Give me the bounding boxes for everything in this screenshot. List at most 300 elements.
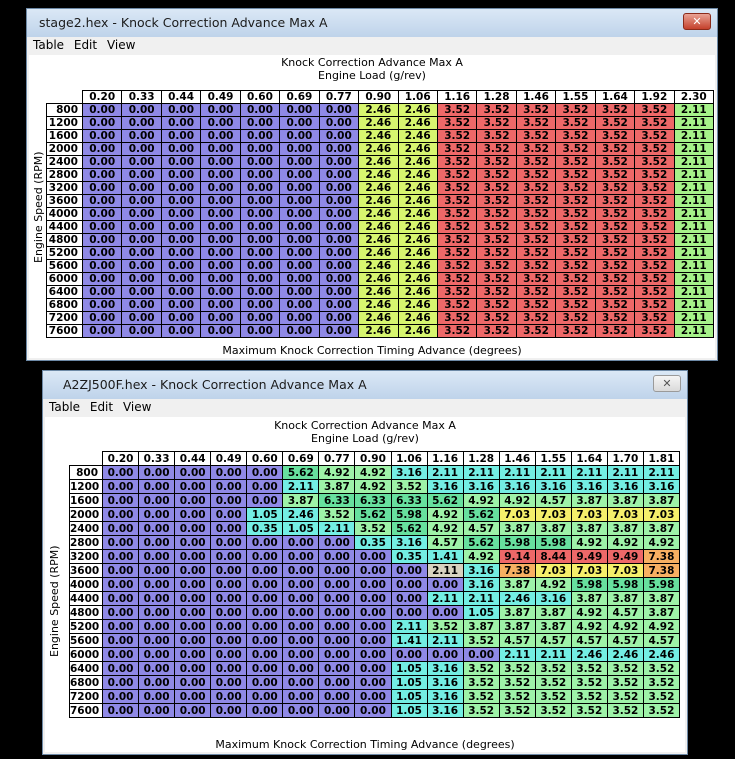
table-cell[interactable]: 0.00 (240, 156, 279, 169)
table-cell[interactable]: 3.87 (643, 494, 679, 508)
table-cell[interactable]: 0.00 (283, 690, 319, 704)
table-cell[interactable]: 2.11 (674, 299, 713, 312)
table-cell[interactable]: 1.05 (391, 676, 427, 690)
table-cell[interactable]: 3.87 (535, 606, 571, 620)
table-cell[interactable]: 2.46 (398, 221, 437, 234)
table-cell[interactable]: 0.00 (175, 550, 211, 564)
table-cell[interactable]: 3.52 (635, 260, 674, 273)
table-cell[interactable]: 3.16 (391, 536, 427, 550)
menu-table[interactable]: Table (33, 38, 65, 52)
table-cell[interactable]: 3.52 (607, 676, 643, 690)
table-cell[interactable]: 7.03 (571, 508, 607, 522)
table-cell[interactable]: 2.46 (359, 195, 398, 208)
table-cell[interactable]: 3.52 (635, 312, 674, 325)
table-cell[interactable]: 0.00 (122, 195, 161, 208)
row-header[interactable]: 5600 (47, 260, 83, 273)
table-cell[interactable]: 0.00 (283, 550, 319, 564)
table-cell[interactable]: 0.00 (280, 117, 319, 130)
table-cell[interactable]: 2.46 (398, 273, 437, 286)
table-cell[interactable]: 0.00 (161, 208, 200, 221)
table-cell[interactable]: 0.00 (211, 564, 247, 578)
table-cell[interactable]: 2.46 (398, 286, 437, 299)
table-cell[interactable]: 0.00 (247, 536, 283, 550)
table-cell[interactable]: 0.00 (161, 221, 200, 234)
table-cell[interactable]: 0.00 (103, 564, 139, 578)
table-cell[interactable]: 0.00 (211, 508, 247, 522)
table-cell[interactable]: 6.33 (319, 494, 355, 508)
row-header[interactable]: 2000 (47, 143, 83, 156)
table-cell[interactable]: 7.03 (607, 508, 643, 522)
table-cell[interactable]: 0.00 (240, 117, 279, 130)
table-cell[interactable]: 0.00 (247, 606, 283, 620)
table-cell[interactable]: 0.00 (175, 536, 211, 550)
table-cell[interactable]: 9.49 (571, 550, 607, 564)
column-header[interactable]: 0.44 (175, 452, 211, 466)
column-header[interactable]: 0.49 (201, 91, 240, 104)
table-cell[interactable]: 0.00 (240, 182, 279, 195)
table-cell[interactable]: 0.00 (175, 522, 211, 536)
table-cell[interactable]: 3.52 (635, 234, 674, 247)
table-cell[interactable]: 2.11 (391, 620, 427, 634)
column-header[interactable]: 1.55 (535, 452, 571, 466)
table-cell[interactable]: 3.52 (477, 195, 516, 208)
table-cell[interactable]: 2.46 (359, 156, 398, 169)
table-cell[interactable]: 0.00 (463, 648, 499, 662)
table-cell[interactable]: 0.00 (427, 648, 463, 662)
table-cell[interactable]: 0.00 (201, 195, 240, 208)
table-cell[interactable]: 0.00 (122, 312, 161, 325)
table-cell[interactable]: 0.00 (103, 508, 139, 522)
table-cell[interactable]: 3.52 (556, 169, 595, 182)
table-cell[interactable]: 0.00 (122, 260, 161, 273)
table-cell[interactable]: 0.00 (391, 648, 427, 662)
table-cell[interactable]: 0.00 (247, 466, 283, 480)
column-header[interactable]: 1.06 (391, 452, 427, 466)
table-cell[interactable]: 0.00 (175, 480, 211, 494)
row-header[interactable]: 3200 (70, 550, 103, 564)
table-cell[interactable]: 0.00 (391, 592, 427, 606)
table-cell[interactable]: 3.52 (477, 260, 516, 273)
table-cell[interactable]: 2.46 (359, 247, 398, 260)
table-cell[interactable]: 3.52 (556, 104, 595, 117)
table-cell[interactable]: 0.00 (201, 169, 240, 182)
table-cell[interactable]: 0.00 (161, 260, 200, 273)
table-cell[interactable]: 0.00 (240, 247, 279, 260)
table-cell[interactable]: 0.00 (103, 676, 139, 690)
table-cell[interactable]: 0.00 (283, 620, 319, 634)
table-cell[interactable]: 3.52 (635, 195, 674, 208)
table-cell[interactable]: 0.00 (283, 648, 319, 662)
table-cell[interactable]: 0.00 (211, 522, 247, 536)
table-cell[interactable]: 4.57 (607, 606, 643, 620)
table-cell[interactable]: 6.33 (355, 494, 391, 508)
table-cell[interactable]: 3.52 (516, 260, 555, 273)
table-cell[interactable]: 2.11 (674, 234, 713, 247)
table-cell[interactable]: 3.52 (499, 662, 535, 676)
table-cell[interactable]: 2.11 (499, 466, 535, 480)
table-cell[interactable]: 3.52 (427, 620, 463, 634)
table-cell[interactable]: 9.49 (607, 550, 643, 564)
table-cell[interactable]: 3.52 (477, 182, 516, 195)
table-cell[interactable]: 0.00 (280, 169, 319, 182)
table-cell[interactable]: 0.00 (247, 620, 283, 634)
table-cell[interactable]: 3.52 (635, 273, 674, 286)
table-cell[interactable]: 3.87 (535, 522, 571, 536)
column-header[interactable]: 1.16 (437, 91, 476, 104)
table-cell[interactable]: 5.62 (391, 522, 427, 536)
table-cell[interactable]: 0.00 (211, 704, 247, 718)
table-cell[interactable]: 3.52 (571, 676, 607, 690)
table-cell[interactable]: 2.46 (398, 130, 437, 143)
table-cell[interactable]: 0.00 (103, 550, 139, 564)
table-cell[interactable]: 3.87 (571, 494, 607, 508)
table-cell[interactable]: 9.14 (499, 550, 535, 564)
table-cell[interactable]: 7.03 (643, 508, 679, 522)
table-cell[interactable]: 2.11 (535, 466, 571, 480)
table-cell[interactable]: 3.52 (595, 260, 634, 273)
table-cell[interactable]: 3.52 (595, 247, 634, 260)
table-cell[interactable]: 2.46 (398, 312, 437, 325)
table-cell[interactable]: 0.00 (211, 578, 247, 592)
table-cell[interactable]: 2.11 (674, 208, 713, 221)
table-cell[interactable]: 3.52 (556, 130, 595, 143)
table-cell[interactable]: 1.05 (391, 704, 427, 718)
table-cell[interactable]: 3.52 (516, 195, 555, 208)
table-cell[interactable]: 3.52 (437, 143, 476, 156)
table-cell[interactable]: 3.52 (635, 143, 674, 156)
table-cell[interactable]: 0.00 (211, 536, 247, 550)
column-header[interactable]: 0.69 (283, 452, 319, 466)
table-cell[interactable]: 2.11 (674, 169, 713, 182)
table-cell[interactable]: 3.52 (499, 690, 535, 704)
table-cell[interactable]: 1.41 (427, 550, 463, 564)
table-cell[interactable]: 3.16 (463, 578, 499, 592)
table-cell[interactable]: 2.46 (398, 169, 437, 182)
table-cell[interactable]: 0.00 (319, 704, 355, 718)
table-cell[interactable]: 0.00 (161, 130, 200, 143)
table-cell[interactable]: 2.11 (643, 466, 679, 480)
table-cell[interactable]: 0.00 (122, 104, 161, 117)
column-header[interactable]: 1.64 (595, 91, 634, 104)
table-cell[interactable]: 2.11 (499, 648, 535, 662)
table-cell[interactable]: 4.92 (463, 550, 499, 564)
table-cell[interactable]: 4.92 (427, 522, 463, 536)
table-cell[interactable]: 7.03 (607, 564, 643, 578)
row-header[interactable]: 7600 (70, 704, 103, 718)
table-cell[interactable]: 3.52 (595, 286, 634, 299)
table-cell[interactable]: 2.46 (283, 508, 319, 522)
table-cell[interactable]: 4.92 (535, 578, 571, 592)
table-cell[interactable]: 8.44 (535, 550, 571, 564)
row-header[interactable]: 4800 (70, 606, 103, 620)
table-cell[interactable]: 0.00 (355, 606, 391, 620)
table-cell[interactable]: 3.52 (635, 156, 674, 169)
table-cell[interactable]: 0.00 (103, 634, 139, 648)
row-header[interactable]: 7600 (47, 325, 83, 338)
row-header[interactable]: 7200 (47, 312, 83, 325)
table-cell[interactable]: 0.00 (355, 690, 391, 704)
table-cell[interactable]: 3.52 (477, 247, 516, 260)
table-cell[interactable]: 3.87 (463, 620, 499, 634)
table-cell[interactable]: 2.46 (359, 221, 398, 234)
table-cell[interactable]: 0.00 (161, 247, 200, 260)
table-cell[interactable]: 5.98 (607, 578, 643, 592)
table-cell[interactable]: 0.00 (161, 234, 200, 247)
table-cell[interactable]: 0.00 (240, 169, 279, 182)
table-cell[interactable]: 0.00 (247, 690, 283, 704)
table-cell[interactable]: 0.00 (211, 466, 247, 480)
table-cell[interactable]: 3.52 (437, 208, 476, 221)
table-cell[interactable]: 3.52 (437, 182, 476, 195)
table-cell[interactable]: 3.52 (516, 182, 555, 195)
row-header[interactable]: 5200 (47, 247, 83, 260)
table-cell[interactable]: 0.00 (247, 662, 283, 676)
table-cell[interactable]: 0.00 (319, 312, 358, 325)
table-cell[interactable]: 0.00 (201, 273, 240, 286)
column-header[interactable]: 0.90 (355, 452, 391, 466)
table-cell[interactable]: 0.00 (355, 592, 391, 606)
table-cell[interactable]: 0.00 (283, 536, 319, 550)
table-cell[interactable]: 4.57 (535, 634, 571, 648)
column-header[interactable]: 0.60 (240, 91, 279, 104)
table-cell[interactable]: 0.00 (83, 273, 122, 286)
table-cell[interactable]: 0.00 (139, 634, 175, 648)
table-cell[interactable]: 0.00 (161, 156, 200, 169)
table-cell[interactable]: 2.46 (359, 312, 398, 325)
table-cell[interactable]: 3.87 (499, 606, 535, 620)
table-cell[interactable]: 3.52 (516, 208, 555, 221)
table-cell[interactable]: 0.00 (83, 130, 122, 143)
table-cell[interactable]: 3.52 (571, 662, 607, 676)
table-cell[interactable]: 0.00 (201, 143, 240, 156)
table-cell[interactable]: 0.00 (319, 247, 358, 260)
table-cell[interactable]: 3.52 (477, 286, 516, 299)
table-cell[interactable]: 3.52 (556, 117, 595, 130)
table-cell[interactable]: 3.52 (477, 221, 516, 234)
row-header[interactable]: 5600 (70, 634, 103, 648)
table-cell[interactable]: 5.62 (355, 508, 391, 522)
table-cell[interactable]: 0.00 (319, 286, 358, 299)
table-cell[interactable]: 3.52 (437, 221, 476, 234)
table-cell[interactable]: 0.00 (139, 606, 175, 620)
table-cell[interactable]: 0.00 (319, 130, 358, 143)
table-cell[interactable]: 0.00 (319, 143, 358, 156)
table-cell[interactable]: 0.00 (240, 130, 279, 143)
table-cell[interactable]: 0.00 (83, 169, 122, 182)
table-cell[interactable]: 3.52 (516, 117, 555, 130)
table-cell[interactable]: 0.00 (139, 620, 175, 634)
table-cell[interactable]: 2.46 (359, 104, 398, 117)
table-cell[interactable]: 3.52 (516, 169, 555, 182)
table-cell[interactable]: 3.52 (635, 247, 674, 260)
table-cell[interactable]: 0.00 (319, 208, 358, 221)
menu-view[interactable]: View (122, 400, 152, 414)
table-cell[interactable]: 0.00 (122, 247, 161, 260)
table-cell[interactable]: 0.00 (83, 325, 122, 338)
table-cell[interactable]: 2.11 (674, 260, 713, 273)
table-cell[interactable]: 3.52 (437, 273, 476, 286)
table-cell[interactable]: 3.52 (635, 169, 674, 182)
table-cell[interactable]: 0.00 (319, 299, 358, 312)
table-cell[interactable]: 2.46 (359, 299, 398, 312)
table-cell[interactable]: 3.52 (571, 690, 607, 704)
row-header[interactable]: 2000 (70, 508, 103, 522)
table-cell[interactable]: 0.00 (319, 578, 355, 592)
table-cell[interactable]: 3.52 (463, 662, 499, 676)
table-cell[interactable]: 0.00 (280, 325, 319, 338)
table-cell[interactable]: 0.00 (103, 606, 139, 620)
table-cell[interactable]: 3.52 (477, 169, 516, 182)
table-cell[interactable]: 0.00 (175, 592, 211, 606)
table-cell[interactable]: 0.00 (175, 508, 211, 522)
table-cell[interactable]: 3.52 (556, 234, 595, 247)
column-header[interactable]: 2.30 (674, 91, 713, 104)
table-cell[interactable]: 0.00 (83, 182, 122, 195)
table-cell[interactable]: 0.00 (319, 620, 355, 634)
table-cell[interactable]: 4.92 (571, 606, 607, 620)
table-cell[interactable]: 1.05 (463, 606, 499, 620)
table-cell[interactable]: 3.52 (535, 704, 571, 718)
table-cell[interactable]: 3.52 (516, 130, 555, 143)
table-cell[interactable]: 0.00 (122, 221, 161, 234)
table-cell[interactable]: 5.62 (427, 494, 463, 508)
table-cell[interactable]: 0.00 (280, 221, 319, 234)
row-header[interactable]: 2800 (70, 536, 103, 550)
table-cell[interactable]: 0.00 (139, 592, 175, 606)
table-cell[interactable]: 0.00 (103, 648, 139, 662)
table-cell[interactable]: 2.11 (674, 117, 713, 130)
table-cell[interactable]: 4.57 (427, 536, 463, 550)
table-cell[interactable]: 0.00 (247, 676, 283, 690)
table-cell[interactable]: 3.52 (556, 325, 595, 338)
table-cell[interactable]: 0.00 (211, 592, 247, 606)
table-cell[interactable]: 2.11 (674, 130, 713, 143)
table-cell[interactable]: 7.03 (535, 564, 571, 578)
table-cell[interactable]: 3.16 (427, 676, 463, 690)
table-cell[interactable]: 3.52 (635, 130, 674, 143)
table-cell[interactable]: 0.35 (355, 536, 391, 550)
table-cell[interactable]: 0.00 (319, 117, 358, 130)
table-cell[interactable]: 0.00 (280, 234, 319, 247)
table-cell[interactable]: 0.00 (201, 299, 240, 312)
table-cell[interactable]: 0.00 (319, 564, 355, 578)
table-cell[interactable]: 3.52 (437, 325, 476, 338)
row-header[interactable]: 6400 (70, 662, 103, 676)
table-cell[interactable]: 0.00 (103, 536, 139, 550)
table-cell[interactable]: 0.00 (247, 648, 283, 662)
column-header[interactable]: 0.69 (280, 91, 319, 104)
table-cell[interactable]: 1.05 (247, 508, 283, 522)
table-cell[interactable]: 4.57 (535, 494, 571, 508)
table-cell[interactable]: 0.00 (122, 273, 161, 286)
table-cell[interactable]: 0.00 (319, 273, 358, 286)
table-cell[interactable]: 3.16 (391, 466, 427, 480)
table-cell[interactable]: 2.46 (571, 648, 607, 662)
row-header[interactable]: 3600 (47, 195, 83, 208)
table-cell[interactable]: 0.00 (355, 634, 391, 648)
table-cell[interactable]: 0.00 (83, 260, 122, 273)
table-cell[interactable]: 0.00 (139, 508, 175, 522)
row-header[interactable]: 6000 (47, 273, 83, 286)
table-cell[interactable]: 0.00 (280, 182, 319, 195)
table-cell[interactable]: 0.00 (280, 273, 319, 286)
table-cell[interactable]: 0.00 (427, 606, 463, 620)
table-cell[interactable]: 3.52 (437, 117, 476, 130)
table-cell[interactable]: 3.52 (635, 182, 674, 195)
table-cell[interactable]: 3.52 (477, 143, 516, 156)
table-cell[interactable]: 3.52 (437, 312, 476, 325)
table-cell[interactable]: 0.00 (161, 182, 200, 195)
table-cell[interactable]: 0.00 (355, 578, 391, 592)
table-cell[interactable]: 2.11 (674, 156, 713, 169)
table-cell[interactable]: 3.16 (427, 480, 463, 494)
table-cell[interactable]: 3.52 (463, 690, 499, 704)
table-cell[interactable]: 5.62 (463, 536, 499, 550)
table-cell[interactable]: 0.00 (283, 592, 319, 606)
table-cell[interactable]: 3.52 (595, 234, 634, 247)
table-cell[interactable]: 0.00 (319, 104, 358, 117)
table-cell[interactable]: 0.00 (319, 662, 355, 676)
table-cell[interactable]: 2.11 (427, 564, 463, 578)
table-cell[interactable]: 3.52 (556, 299, 595, 312)
table-cell[interactable]: 0.00 (175, 466, 211, 480)
table-cell[interactable]: 3.87 (499, 620, 535, 634)
table-cell[interactable]: 0.00 (122, 208, 161, 221)
table-cell[interactable]: 5.98 (391, 508, 427, 522)
table-cell[interactable]: 7.38 (643, 564, 679, 578)
table-cell[interactable]: 2.11 (674, 195, 713, 208)
table-cell[interactable]: 3.16 (571, 480, 607, 494)
table-cell[interactable]: 0.00 (201, 312, 240, 325)
table-cell[interactable]: 3.52 (477, 312, 516, 325)
table-cell[interactable]: 0.00 (122, 143, 161, 156)
table-cell[interactable]: 3.52 (635, 117, 674, 130)
table-cell[interactable]: 0.00 (319, 260, 358, 273)
table-cell[interactable]: 3.52 (595, 130, 634, 143)
table-cell[interactable]: 0.00 (175, 648, 211, 662)
table-cell[interactable]: 0.00 (319, 221, 358, 234)
column-header[interactable]: 1.55 (556, 91, 595, 104)
table-cell[interactable]: 0.00 (103, 662, 139, 676)
row-header[interactable]: 4400 (70, 592, 103, 606)
row-header[interactable]: 2400 (70, 522, 103, 536)
table-cell[interactable]: 3.16 (427, 690, 463, 704)
table-cell[interactable]: 0.00 (122, 182, 161, 195)
table-cell[interactable]: 3.52 (535, 662, 571, 676)
table-cell[interactable]: 5.98 (571, 578, 607, 592)
table-cell[interactable]: 0.00 (355, 648, 391, 662)
table-cell[interactable]: 0.00 (427, 578, 463, 592)
table-cell[interactable]: 2.46 (359, 208, 398, 221)
table-cell[interactable]: 3.16 (535, 592, 571, 606)
table-cell[interactable]: 0.00 (319, 592, 355, 606)
table-cell[interactable]: 3.52 (437, 195, 476, 208)
table-cell[interactable]: 0.00 (139, 676, 175, 690)
table-cell[interactable]: 0.00 (319, 606, 355, 620)
table-cell[interactable]: 0.00 (247, 634, 283, 648)
table-cell[interactable]: 2.11 (674, 286, 713, 299)
table-cell[interactable]: 5.62 (463, 508, 499, 522)
table-cell[interactable]: 0.00 (83, 312, 122, 325)
table-cell[interactable]: 3.52 (556, 273, 595, 286)
close-icon[interactable]: ✕ (683, 13, 711, 30)
menu-edit[interactable]: Edit (89, 400, 114, 414)
table-cell[interactable]: 0.00 (211, 690, 247, 704)
table-cell[interactable]: 2.46 (398, 182, 437, 195)
table-cell[interactable]: 0.00 (122, 299, 161, 312)
table-cell[interactable]: 3.52 (556, 182, 595, 195)
table-cell[interactable]: 4.92 (643, 536, 679, 550)
